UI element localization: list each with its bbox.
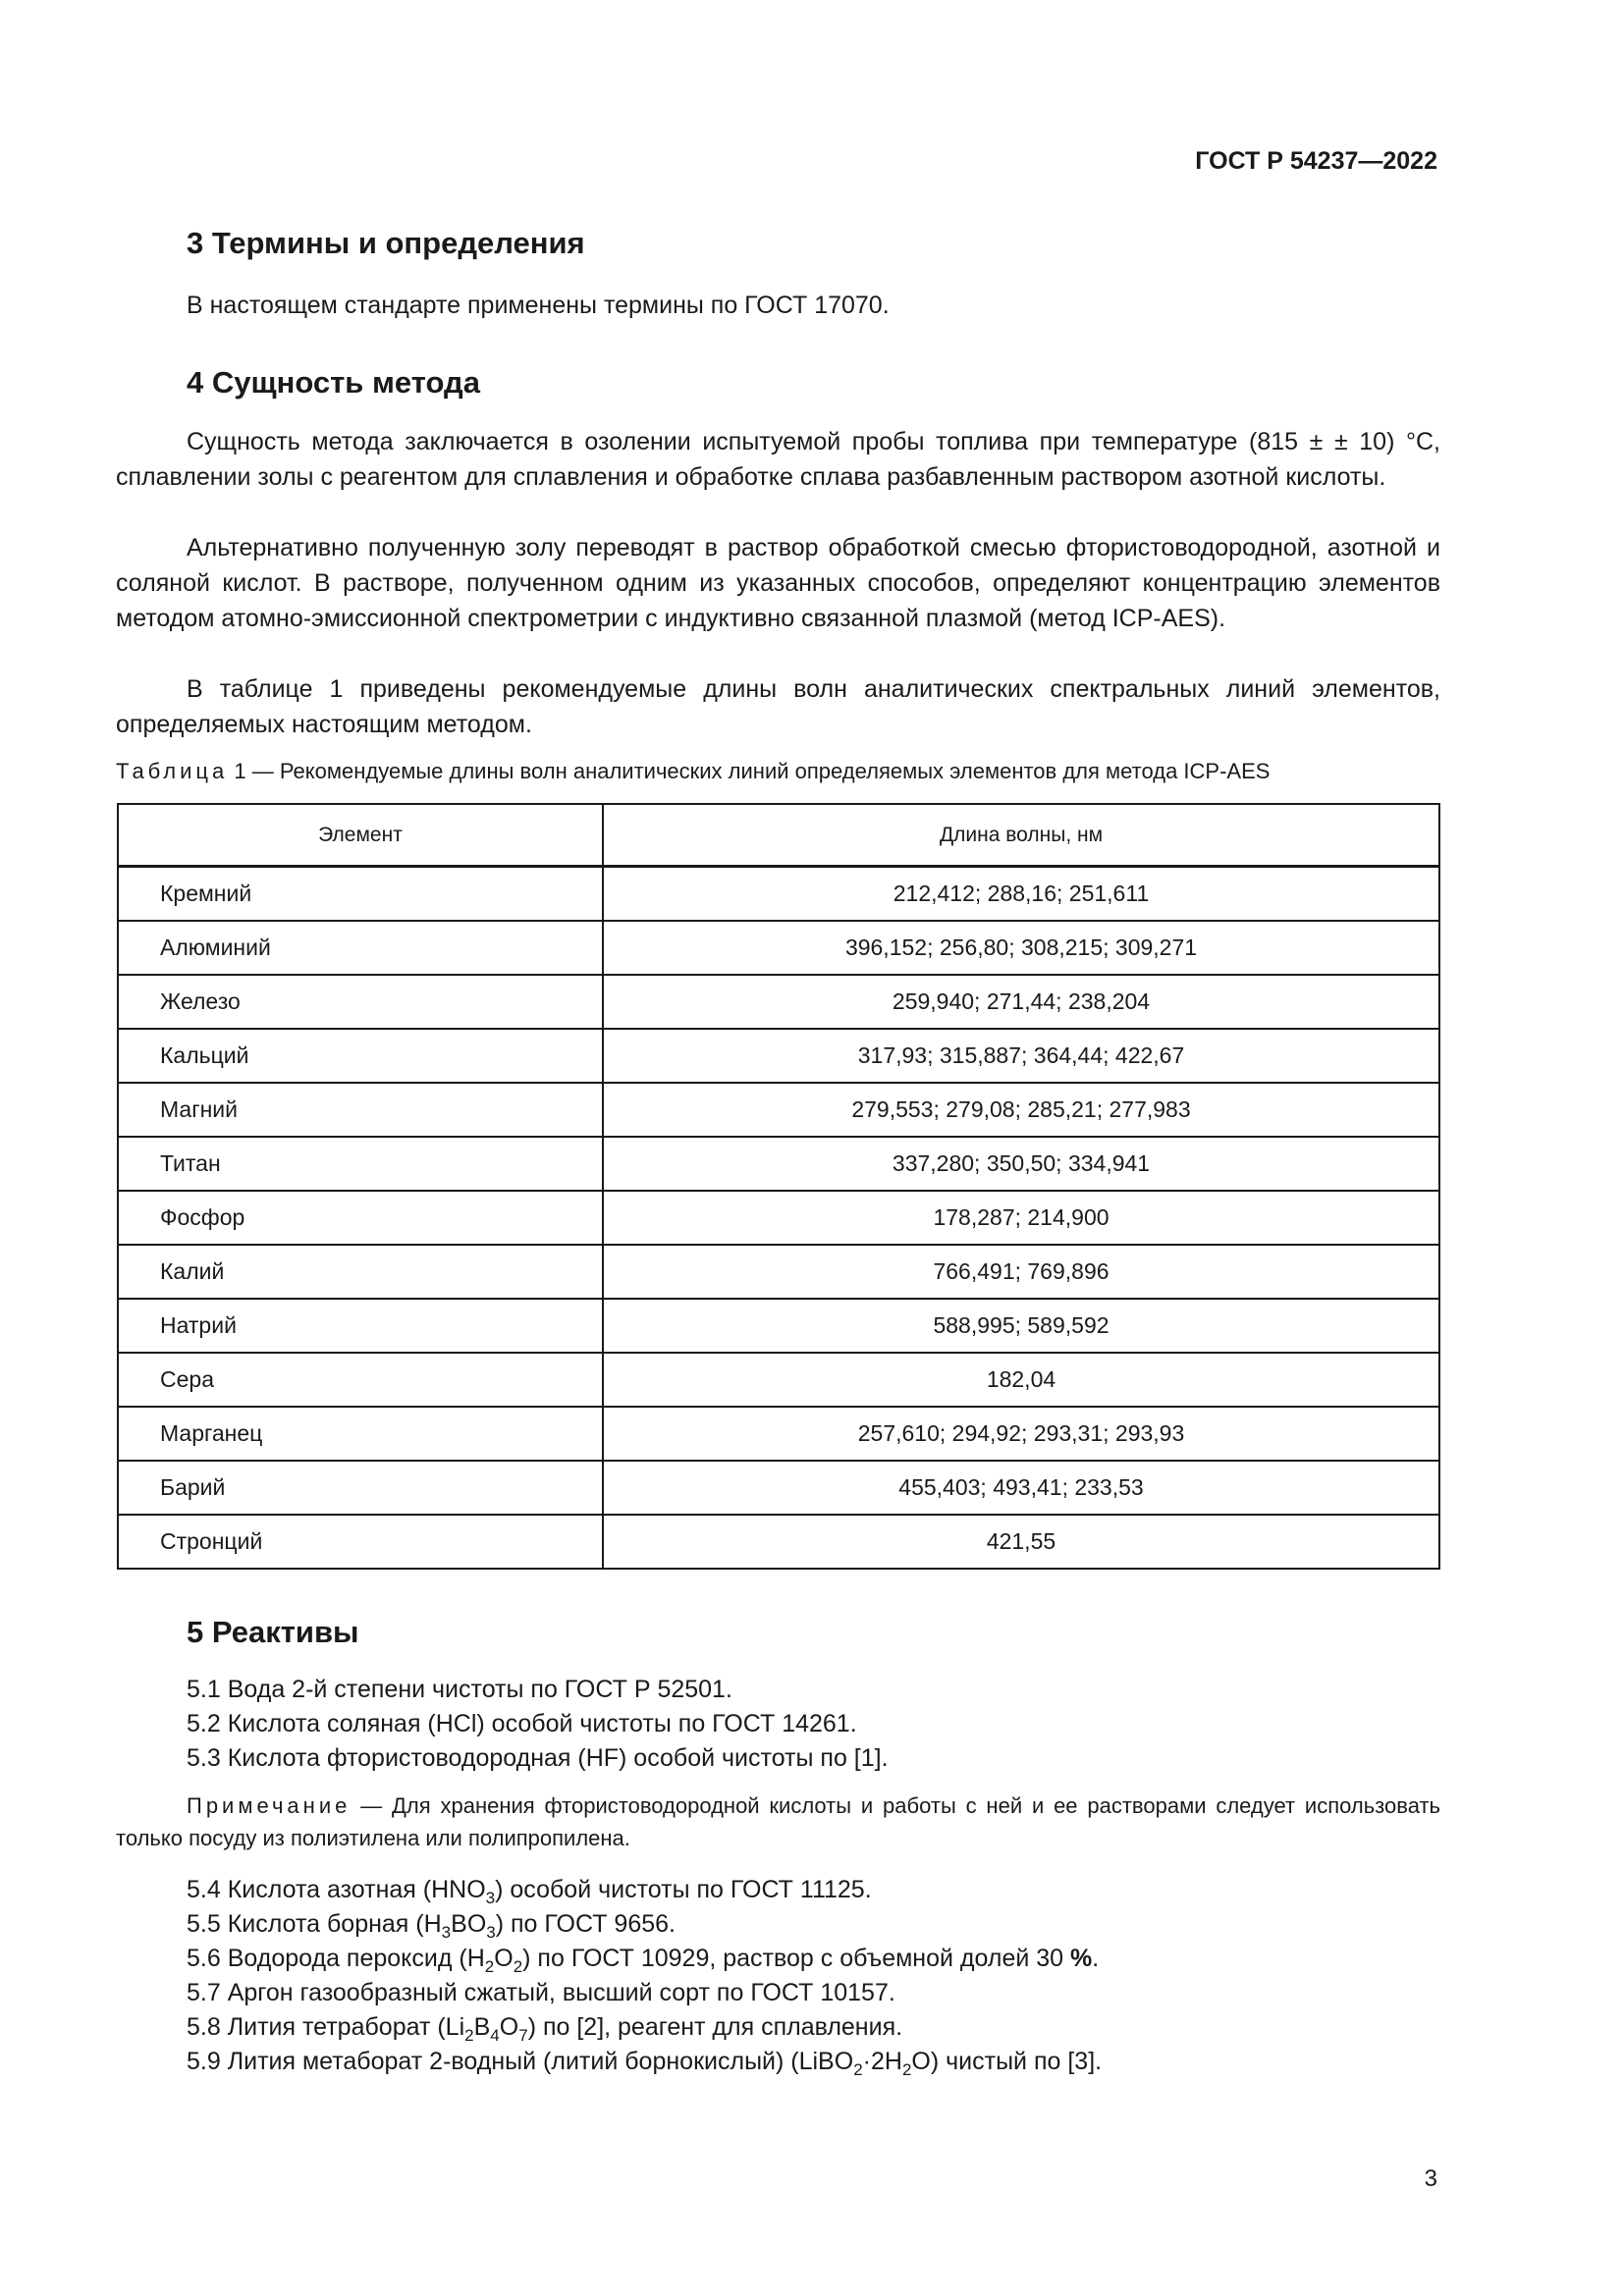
text: 5.8 Лития тетраборат (Li — [187, 2013, 465, 2041]
subscript: 3 — [441, 1923, 452, 1942]
reagent-item-5-4 — [187, 1873, 872, 1909]
reagent-item-5-2: 5.2 Кислота соляная (HCl) особой чистоты по ГОСТ 14261. — [187, 1710, 857, 1737]
subscript: 2 — [484, 1957, 495, 1976]
section-4-paragraph-1 — [116, 424, 1440, 495]
wavelength-cell: 257,610; 294,92; 293,31; 293,93 — [603, 1407, 1439, 1461]
reagent-item-5-6 — [187, 1942, 1099, 1978]
table-row — [118, 1245, 1439, 1299]
table-row — [118, 1407, 1439, 1461]
note-text: — Для хранения фтористоводородной кислоты и работы с ней и ее растворами следует использовать только посуду из полиэтилена или полипропилена. — [116, 1793, 1440, 1850]
section-4-paragraph-3-text: В таблице 1 приведены рекомендуемые длины волн аналитических спектральных линий элементов, определяемых настоящим методом. — [116, 675, 1440, 738]
wavelength-cell: 766,491; 769,896 — [603, 1245, 1439, 1299]
table-row — [118, 921, 1439, 975]
text: ·2H — [862, 2048, 902, 2075]
element-cell: Железо — [118, 975, 603, 1029]
reagent-item-5-1: 5.1 Вода 2-й степени чистоты по ГОСТ Р 52501. — [187, 1676, 732, 1703]
text: 5.4 Кислота азотная (HNO — [187, 1876, 486, 1903]
text: 5.6 Водорода пероксид (H — [187, 1945, 485, 1972]
wavelength-cell: 178,287; 214,900 — [603, 1191, 1439, 1245]
text: O — [494, 1945, 514, 1972]
section-5-heading: 5 Реактивы — [187, 1615, 359, 1649]
subscript: 4 — [490, 2026, 500, 2045]
section-4-heading: 4 Сущность метода — [187, 365, 480, 400]
wavelength-cell: 212,412; 288,16; 251,611 — [603, 867, 1439, 922]
text: ) по [2], реагент для сплавления. — [527, 2013, 903, 2041]
wavelength-cell: 182,04 — [603, 1353, 1439, 1407]
reagent-item-5-3: 5.3 Кислота фтористоводородная (HF) особой чистоты по [1]. — [187, 1744, 889, 1772]
element-cell: Алюминий — [118, 921, 603, 975]
element-cell: Сера — [118, 1353, 603, 1407]
element-cell: Титан — [118, 1137, 603, 1191]
section-4-paragraph-2-text: Альтернативно полученную золу переводят в раствор обработкой смесью фтористоводородной, азотной и соляной кислот. В растворе, полученном одним из указанных способов, определяют концентрацию элементов методом атомно-эмиссионной спектрометрии с индуктивно связанной плазмой (метод ICP-AES). — [116, 534, 1440, 632]
wavelength-cell: 455,403; 493,41; 233,53 — [603, 1461, 1439, 1515]
reagent-item-5-7: 5.7 Аргон газообразный сжатый, высший сорт по ГОСТ 10157. — [187, 1979, 895, 2006]
table-1-caption — [116, 759, 1440, 784]
wavelength-table — [117, 803, 1440, 1570]
text: ) по ГОСТ 9656. — [495, 1910, 676, 1938]
percent-sign: % — [1070, 1945, 1093, 1972]
table-row — [118, 1191, 1439, 1245]
table-row — [118, 867, 1439, 922]
section-4-paragraph-3 — [116, 671, 1440, 742]
reagent-item-5-5 — [187, 1907, 676, 1944]
column-header-wavelength: Длина волны, нм — [603, 804, 1439, 867]
document-code: ГОСТ Р 54237—2022 — [1195, 147, 1437, 175]
element-cell: Магний — [118, 1083, 603, 1137]
section-3-text — [116, 288, 1440, 323]
text: ) по ГОСТ 10929, раствор с объемной долей 30 — [522, 1945, 1071, 1972]
subscript: 2 — [513, 1957, 523, 1976]
element-cell: Кальций — [118, 1029, 603, 1083]
wavelength-cell: 317,93; 315,887; 364,44; 422,67 — [603, 1029, 1439, 1083]
page-number: 3 — [1424, 2165, 1437, 2192]
element-cell: Натрий — [118, 1299, 603, 1353]
text: O) чистый по [3]. — [911, 2048, 1103, 2075]
text: B — [473, 2013, 491, 2041]
table-row — [118, 1083, 1439, 1137]
subscript: 7 — [518, 2026, 528, 2045]
note-label: Примечание — [187, 1793, 352, 1818]
section-4-paragraph-2 — [116, 530, 1440, 636]
wavelength-cell: 337,280; 350,50; 334,941 — [603, 1137, 1439, 1191]
table-1-caption-label: Таблица — [116, 759, 229, 783]
wavelength-cell: 588,995; 589,592 — [603, 1299, 1439, 1353]
column-header-element: Элемент — [118, 804, 603, 867]
text: 5.9 Лития метаборат 2-водный (литий борнокислый) (LiBO — [187, 2048, 854, 2075]
wavelength-cell: 259,940; 271,44; 238,204 — [603, 975, 1439, 1029]
reagent-item-5-8 — [187, 2010, 902, 2047]
element-cell: Стронций — [118, 1515, 603, 1569]
element-cell: Фосфор — [118, 1191, 603, 1245]
wavelength-cell: 279,553; 279,08; 285,21; 277,983 — [603, 1083, 1439, 1137]
wavelength-cell: 421,55 — [603, 1515, 1439, 1569]
element-cell: Калий — [118, 1245, 603, 1299]
wavelength-cell: 396,152; 256,80; 308,215; 309,271 — [603, 921, 1439, 975]
table-row — [118, 1353, 1439, 1407]
table-row — [118, 1029, 1439, 1083]
subscript: 3 — [486, 1923, 496, 1942]
subscript: 2 — [901, 2060, 912, 2079]
table-row — [118, 1515, 1439, 1569]
note-paragraph — [116, 1789, 1440, 1854]
table-header-row — [118, 804, 1439, 867]
subscript: 2 — [464, 2026, 474, 2045]
text: O — [499, 2013, 519, 2041]
table-row — [118, 975, 1439, 1029]
element-cell: Кремний — [118, 867, 603, 922]
subscript: 2 — [853, 2060, 863, 2079]
element-cell: Марганец — [118, 1407, 603, 1461]
table-row — [118, 1137, 1439, 1191]
section-3-text-content: В настоящем стандарте применены термины по ГОСТ 17070. — [187, 292, 890, 319]
wavelength-table-body — [118, 804, 1439, 1569]
table-row — [118, 1299, 1439, 1353]
section-3-heading: 3 Термины и определения — [187, 226, 585, 260]
subscript: 3 — [485, 1889, 496, 1907]
text: 5.5 Кислота борная (H — [187, 1910, 442, 1938]
section-4-paragraph-1-text: Сущность метода заключается в озолении испытуемой пробы топлива при температуре (815 ± ± 10) °С, сплавлении золы с реагентом для сплавления и обработке сплава разбавленным раствором азотной кислоты. — [116, 428, 1440, 491]
reagent-item-5-9 — [187, 2045, 1102, 2081]
text: BO — [451, 1910, 487, 1938]
element-cell: Барий — [118, 1461, 603, 1515]
text: . — [1092, 1945, 1100, 1972]
text: ) особой чистоты по ГОСТ 11125. — [495, 1876, 872, 1903]
table-row — [118, 1461, 1439, 1515]
table-1-caption-text: 1 — Рекомендуемые длины волн аналитических линий определяемых элементов для метода ICP-AES — [228, 759, 1271, 783]
